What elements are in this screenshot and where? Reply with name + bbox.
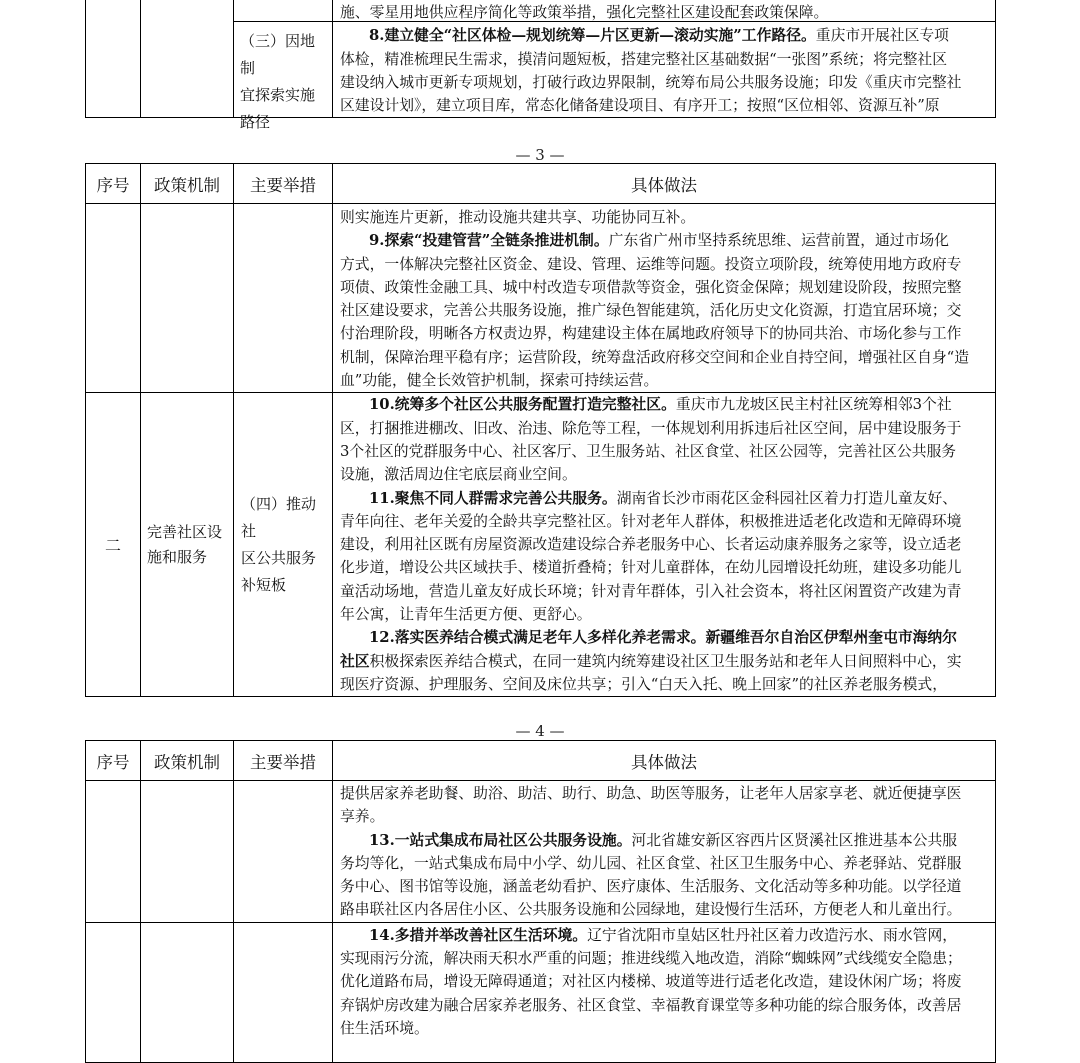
text-line [340,346,988,369]
text-line [340,71,988,94]
text-line [340,229,988,252]
mechanism-cell [141,922,234,1062]
body-text: 重庆市九龙坡区民主村社区统筹相邻3个社 [675,396,952,414]
text-line [340,253,988,276]
body-text: 河北省雄安新区容西片区贤溪社区推进基本公共服 [631,831,958,849]
page-number: — 3 — [515,146,565,164]
measure-cell [234,922,333,1062]
body-text: 住生活环境。 [340,1019,429,1037]
text-line [340,603,988,626]
text-line [340,206,988,229]
text-line [340,970,988,993]
text-line [340,626,988,649]
body-text: 弃锅炉房改建为融合居家养老服务、社区食堂、幸福教育课堂等多种功能的综合服务体，改善居 [340,996,962,1014]
text-line [340,440,988,463]
header-seq: 序号 [86,741,141,781]
text-line [340,994,988,1017]
body-text: 享养。 [340,808,385,826]
text-line [340,924,988,947]
text-line [340,650,988,673]
text-line [340,805,988,828]
practice-cell [333,922,996,1062]
header-practice: 具体做法 [333,741,996,781]
body-text: 社区建设要求，完善公共服务设施，推广绿色智能建筑，活化历史文化资源，打造宜居环境；交 [340,302,962,320]
body-text: 童活动场地，营造儿童友好成长环境；针对青年群体，引入社会资本，将社区闲置资产改建为青 [340,582,962,600]
text-line [340,487,988,510]
page2-table-fragment [85,0,995,118]
bold-heading: 10.统筹多个社区公共服务配置打造完整社区。 [369,396,676,414]
text-line [340,417,988,440]
body-text: 设施，激活周边住宅底层商业空间。 [340,466,577,484]
seq-cell [86,204,141,393]
body-text: 青年向往、老年关爱的全龄共享完整社区。针对老年人群体，积极推进适老化改造和无障碍环境 [340,512,962,530]
measure-line: （四）推动社 [241,494,317,540]
text-line [340,673,988,696]
measure-line: 宜探索实施 [240,86,316,104]
measure-line: 补短板 [241,575,287,594]
page-number: — 4 — [515,722,565,740]
body-text: 则实施连片更新，推动设施共建共享、功能协同互补。 [340,209,696,226]
text-line [340,276,988,299]
bold-heading: 13.一站式集成布局社区公共服务设施。 [369,831,632,849]
text-line [340,463,988,486]
body-text: 路串联社区内各居住小区、公共服务设施和公园绿地，建设慢行生活环，方便老人和儿童出行。 [340,901,962,919]
header-measure: 主要举措 [234,164,333,204]
measure-line: （三）因地制 [240,32,316,77]
body-text: 3个社区的党群服务中心、社区客厅、卫生服务站、社区食堂、社区公园等，完善社区公共服务 [340,442,957,460]
seq-cell [86,781,141,923]
practice-cell [333,0,996,118]
text-line [340,947,988,970]
body-text: 年公寓，让青年生活更方便、更舒心。 [340,606,592,624]
body-text: 积极探索医养结合模式，在同一建筑内统筹建设社区卫生服务站和老年人日间照料中心，实 [369,652,962,670]
body-text: 提供居家养老助餐、助浴、助洁、助行、助急、助医等服务，让老年人居家享老、就近便捷享医 [340,785,962,802]
body-text: 项债、政策性金融工具、城中村改造专项借款等资金，强化资金保障；规划建设阶段，按照完整 [340,278,962,296]
body-text: 建设纳入城市更新专项规划，打破行政边界限制，统筹布局公共服务设施；印发《重庆市完整社 [340,73,962,91]
text-line [340,829,988,852]
measure-line: 区公共服务 [241,548,317,567]
body-text: 现医疗资源、护理服务、空间及床位共享；引入“白天入托、晚上回家”的社区养老服务模式， [340,675,948,693]
mechanism-cell [141,393,234,697]
mechanism-cell [141,781,234,923]
text-line [340,852,988,875]
page4-table [85,740,995,1063]
text-line [340,94,988,117]
header-practice: 具体做法 [333,164,996,204]
bold-heading: 9.探索“投建管营”全链条推进机制。 [369,232,609,250]
body-text: 湖南省长沙市雨花区金科园社区着力打造儿童友好、 [616,489,958,507]
practice-cell [333,204,996,393]
seq-cell [86,0,141,118]
measure-line: 路径 [240,113,271,131]
header-measure: 主要举措 [234,741,333,781]
text-line [340,1017,988,1040]
body-text: 区，打捆推进棚改、旧改、治违、除危等工程，一体规划利用拆违后社区空间，居中建设服务于 [340,419,962,437]
bold-heading: 11.聚焦不同人群需求完善公共服务。 [369,489,617,507]
measure-cell [234,781,333,923]
text-line [340,393,988,416]
mechanism-cell [141,204,234,393]
body-text: 体检，精准梳理民生需求，摸清问题短板，搭建完整社区基础数据“一张图”系统；将完整社区 [340,50,948,68]
bold-heading: 14.多措并举改善社区生活环境。 [369,926,588,944]
text-line [340,875,988,898]
text-line [340,556,988,579]
header-seq: 序号 [86,164,141,204]
body-text: 化步道，增设公共区域扶手、楼道折叠椅；针对儿童群体，在幼儿园增设托幼班，建设多功能儿 [340,559,962,577]
body-text: 建设，利用社区既有房屋资源改造建设综合养老服务中心、长者运动康养服务之家等，设立适老 [340,536,962,554]
text-line [340,898,988,921]
header-mechanism: 政策机制 [141,164,234,204]
mechanism-line: 施和服务 [147,547,208,566]
body-text: 方式，一体解决完整社区资金、建设、管理、运维等问题。投资立项阶段，统筹使用地方政府专 [340,255,962,273]
text-line [340,48,988,71]
text-line [340,322,988,345]
body-text: 务中心、图书馆等设施，涵盖老幼看护、医疗康体、生活服务、文化活动等多种功能。以学径道 [340,878,962,896]
body-text: 付治理阶段，明晰各方权责边界，构建建设主体在属地政府领导下的协同共治、市场化参与工作 [340,325,962,343]
row-divider [334,21,996,22]
body-text: 广东省广州市坚持系统思维、运营前置，通过市场化 [608,232,949,250]
measure-cell [234,204,333,393]
mechanism-line: 完善社区设 [147,522,223,541]
body-text: 区建设计划》，建立项目库，常态化储备建设项目、有序开工；按照“区位相邻、资源互补”原 [340,97,940,115]
measure-cell-3 [233,21,334,131]
bold-heading: 社区 [340,652,370,670]
body-text: 血”功能，健全长效管护机制，探索可持续运营。 [340,372,659,390]
body-text: 实现雨污分流，解决雨天积水严重的问题；推进线缆入地改造，消除“蜘蛛网”式线缆安全隐患； [340,950,962,968]
body-text: 辽宁省沈阳市皇姑区牡丹社区着力改造污水、雨水管网， [587,926,958,944]
text-line [340,24,988,47]
body-text: 优化道路布局，增设无障碍通道；对社区内楼梯、坡道等进行适老化改造，建设休闲广场；将废 [340,973,962,991]
seq-cell [86,922,141,1062]
text-line [340,533,988,556]
text-line [340,299,988,322]
text-line [340,369,988,392]
body-text: 机制，保障治理平稳有序；运营阶段，统筹盘活政府移交空间和企业自持空间，增强社区自身“造 [340,348,970,366]
measure-cell [234,393,333,697]
body-text: 重庆市开展社区专项 [815,27,949,45]
body-text: 务均等化，一站式集成布局中小学、幼儿园、社区食堂、社区卫生服务中心、养老驿站、党群服 [340,854,962,872]
practice-cell [333,393,996,697]
page3-table [85,163,995,697]
seq-cell: 二 [86,393,141,697]
text-line [340,782,988,805]
header-mechanism: 政策机制 [141,741,234,781]
body-text: 施、零星用地供应程序简化等政策举措，强化完整社区建设配套政策保障。 [340,4,829,21]
mechanism-cell [141,0,234,118]
bold-heading: 12.落实医养结合模式满足老年人多样化养老需求。新疆维吾尔自治区伊犁州奎屯市海纳尔 [369,629,958,647]
practice-cell [333,781,996,923]
bold-heading: 8.建立健全“社区体检—规划统筹—片区更新—滚动实施”工作路径。 [369,27,816,45]
text-line [340,580,988,603]
text-line [340,510,988,533]
